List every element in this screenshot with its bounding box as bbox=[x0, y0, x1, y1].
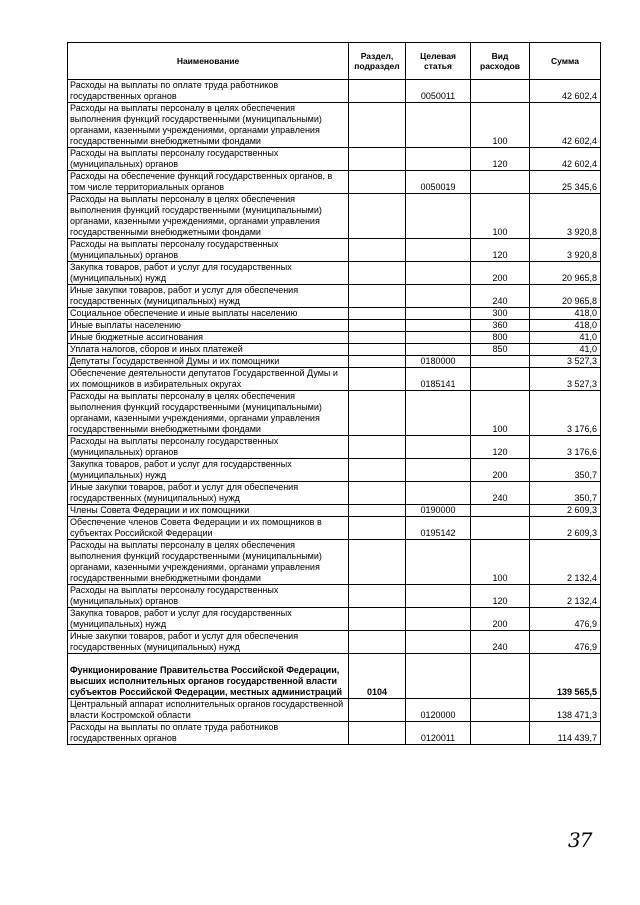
row-sum-cell: 3 176,6 bbox=[530, 391, 601, 436]
row-kind-cell bbox=[471, 356, 530, 368]
row-name-cell: Закупка товаров, работ и услуг для государственных (муниципальных) нужд bbox=[68, 459, 349, 482]
row-name-cell: Иные бюджетные ассигнования bbox=[68, 332, 349, 344]
row-section-cell bbox=[349, 391, 406, 436]
row-section-cell bbox=[349, 699, 406, 722]
row-target-cell bbox=[406, 194, 471, 239]
row-section-cell bbox=[349, 194, 406, 239]
row-target-cell: 0120000 bbox=[406, 699, 471, 722]
row-name-cell: Расходы на выплаты персоналу государственных (муниципальных) органов bbox=[68, 239, 349, 262]
page-number: 37 bbox=[568, 828, 592, 852]
row-name-cell: Обеспечение деятельности депутатов Государственной Думы и их помощников в избирательных округах bbox=[68, 368, 349, 391]
row-kind-cell: 800 bbox=[471, 332, 530, 344]
row-target-cell: 0185141 bbox=[406, 368, 471, 391]
row-name-cell: Расходы на выплаты по оплате труда работников государственных органов bbox=[68, 722, 349, 745]
table-row bbox=[68, 654, 601, 699]
row-sum-cell: 3 527,3 bbox=[530, 368, 601, 391]
row-target-cell bbox=[406, 320, 471, 332]
table-row bbox=[68, 80, 601, 103]
row-kind-cell: 240 bbox=[471, 285, 530, 308]
row-name-cell: Расходы на выплаты по оплате труда работников государственных органов bbox=[68, 80, 349, 103]
table-row bbox=[68, 194, 601, 239]
table-row bbox=[68, 517, 601, 540]
row-name-cell: Расходы на выплаты персоналу государственных (муниципальных) органов bbox=[68, 148, 349, 171]
row-target-cell: 0120011 bbox=[406, 722, 471, 745]
row-target-cell bbox=[406, 332, 471, 344]
row-section-cell bbox=[349, 631, 406, 654]
row-kind-cell bbox=[471, 505, 530, 517]
header-section: Раздел, подраздел bbox=[349, 43, 406, 80]
row-name-cell: Функционирование Правительства Российской Федерации, высших исполнительных органов государственной власти субъектов Российской Федерации, местных администраций bbox=[68, 654, 349, 699]
row-kind-cell: 200 bbox=[471, 459, 530, 482]
row-name-cell: Иные выплаты населению bbox=[68, 320, 349, 332]
row-name-cell: Расходы на обеспечение функций государственных органов, в том числе территориальных органов bbox=[68, 171, 349, 194]
row-sum-cell: 114 439,7 bbox=[530, 722, 601, 745]
row-kind-cell: 100 bbox=[471, 103, 530, 148]
row-kind-cell: 360 bbox=[471, 320, 530, 332]
row-sum-cell: 350,7 bbox=[530, 459, 601, 482]
row-kind-cell: 300 bbox=[471, 308, 530, 320]
row-section-cell bbox=[349, 285, 406, 308]
row-target-cell bbox=[406, 344, 471, 356]
row-target-cell bbox=[406, 631, 471, 654]
header-name: Наименование bbox=[68, 43, 349, 80]
row-kind-cell: 120 bbox=[471, 436, 530, 459]
row-target-cell bbox=[406, 285, 471, 308]
row-section-cell bbox=[349, 608, 406, 631]
row-name-cell: Обеспечение членов Совета Федерации и их помощников в субъектах Российской Федерации bbox=[68, 517, 349, 540]
row-section-cell bbox=[349, 356, 406, 368]
row-target-cell: 0180000 bbox=[406, 356, 471, 368]
table-row bbox=[68, 631, 601, 654]
row-kind-cell: 850 bbox=[471, 344, 530, 356]
row-kind-cell bbox=[471, 699, 530, 722]
row-name-cell: Расходы на выплаты персоналу государственных (муниципальных) органов bbox=[68, 585, 349, 608]
row-sum-cell: 20 965,8 bbox=[530, 262, 601, 285]
row-section-cell bbox=[349, 517, 406, 540]
row-kind-cell: 120 bbox=[471, 148, 530, 171]
row-target-cell bbox=[406, 482, 471, 505]
row-section-cell bbox=[349, 148, 406, 171]
row-section-cell bbox=[349, 459, 406, 482]
row-kind-cell: 240 bbox=[471, 482, 530, 505]
row-name-cell: Иные закупки товаров, работ и услуг для обеспечения государственных (муниципальных) нужд bbox=[68, 285, 349, 308]
row-name-cell: Иные закупки товаров, работ и услуг для обеспечения государственных (муниципальных) нужд bbox=[68, 631, 349, 654]
row-kind-cell bbox=[471, 654, 530, 699]
row-sum-cell: 476,9 bbox=[530, 631, 601, 654]
row-target-cell bbox=[406, 103, 471, 148]
row-kind-cell bbox=[471, 80, 530, 103]
row-target-cell bbox=[406, 239, 471, 262]
row-kind-cell bbox=[471, 368, 530, 391]
row-target-cell bbox=[406, 540, 471, 585]
budget-table bbox=[67, 42, 601, 745]
row-section-cell bbox=[349, 505, 406, 517]
row-name-cell: Расходы на выплаты персоналу в целях обеспечения выполнения функций государственными (муниципальными) органами, казенными учреждениями, органами управления государственными внебюджетными фондами bbox=[68, 391, 349, 436]
row-target-cell bbox=[406, 654, 471, 699]
row-kind-cell: 100 bbox=[471, 540, 530, 585]
row-sum-cell: 350,7 bbox=[530, 482, 601, 505]
row-target-cell: 0050019 bbox=[406, 171, 471, 194]
table-header-row bbox=[68, 43, 601, 80]
row-sum-cell: 41,0 bbox=[530, 332, 601, 344]
row-section-cell bbox=[349, 722, 406, 745]
row-target-cell bbox=[406, 459, 471, 482]
table-row bbox=[68, 608, 601, 631]
budget-table-sheet bbox=[67, 42, 600, 745]
row-sum-cell: 139 565,5 bbox=[530, 654, 601, 699]
row-name-cell: Центральный аппарат исполнительных органов государственной власти Костромской области bbox=[68, 699, 349, 722]
row-target-cell bbox=[406, 585, 471, 608]
row-name-cell: Закупка товаров, работ и услуг для государственных (муниципальных) нужд bbox=[68, 608, 349, 631]
row-section-cell bbox=[349, 171, 406, 194]
row-kind-cell: 120 bbox=[471, 239, 530, 262]
row-kind-cell bbox=[471, 722, 530, 745]
row-name-cell: Иные закупки товаров, работ и услуг для обеспечения государственных (муниципальных) нужд bbox=[68, 482, 349, 505]
row-name-cell: Члены Совета Федерации и их помощники bbox=[68, 505, 349, 517]
row-sum-cell: 42 602,4 bbox=[530, 80, 601, 103]
table-row bbox=[68, 459, 601, 482]
table-row bbox=[68, 482, 601, 505]
table-row bbox=[68, 391, 601, 436]
row-section-cell bbox=[349, 308, 406, 320]
row-section-cell bbox=[349, 103, 406, 148]
row-sum-cell: 3 920,8 bbox=[530, 239, 601, 262]
row-name-cell: Социальное обеспечение и иные выплаты населению bbox=[68, 308, 349, 320]
header-kind: Вид расходов bbox=[471, 43, 530, 80]
row-kind-cell: 240 bbox=[471, 631, 530, 654]
row-section-cell bbox=[349, 239, 406, 262]
row-sum-cell: 41,0 bbox=[530, 344, 601, 356]
row-section-cell bbox=[349, 262, 406, 285]
row-section-cell bbox=[349, 80, 406, 103]
row-target-cell bbox=[406, 308, 471, 320]
row-kind-cell: 200 bbox=[471, 262, 530, 285]
table-row bbox=[68, 344, 601, 356]
row-sum-cell: 20 965,8 bbox=[530, 285, 601, 308]
row-target-cell bbox=[406, 608, 471, 631]
table-row bbox=[68, 436, 601, 459]
row-name-cell: Расходы на выплаты персоналу в целях обеспечения выполнения функций государственными (муниципальными) органами, казенными учреждениями, органами управления государственными внебюджетными фондами bbox=[68, 540, 349, 585]
row-section-cell bbox=[349, 482, 406, 505]
table-row bbox=[68, 505, 601, 517]
table-row bbox=[68, 320, 601, 332]
table-row bbox=[68, 585, 601, 608]
table-row bbox=[68, 356, 601, 368]
row-kind-cell bbox=[471, 517, 530, 540]
row-sum-cell: 2 132,4 bbox=[530, 540, 601, 585]
row-name-cell: Расходы на выплаты персоналу государственных (муниципальных) органов bbox=[68, 436, 349, 459]
table-row bbox=[68, 171, 601, 194]
table-row bbox=[68, 285, 601, 308]
row-section-cell bbox=[349, 320, 406, 332]
row-kind-cell bbox=[471, 171, 530, 194]
row-target-cell bbox=[406, 391, 471, 436]
row-sum-cell: 42 602,4 bbox=[530, 148, 601, 171]
row-section-cell bbox=[349, 344, 406, 356]
table-row bbox=[68, 332, 601, 344]
row-name-cell: Уплата налогов, сборов и иных платежей bbox=[68, 344, 349, 356]
row-kind-cell: 100 bbox=[471, 391, 530, 436]
row-sum-cell: 42 602,4 bbox=[530, 103, 601, 148]
table-row bbox=[68, 540, 601, 585]
row-name-cell: Расходы на выплаты персоналу в целях обеспечения выполнения функций государственными (муниципальными) органами, казенными учреждениями, органами управления государственными внебюджетными фондами bbox=[68, 194, 349, 239]
table-row bbox=[68, 239, 601, 262]
row-sum-cell: 2 609,3 bbox=[530, 505, 601, 517]
row-sum-cell: 3 527,3 bbox=[530, 356, 601, 368]
row-section-cell bbox=[349, 540, 406, 585]
table-row bbox=[68, 148, 601, 171]
row-target-cell bbox=[406, 262, 471, 285]
row-sum-cell: 418,0 bbox=[530, 308, 601, 320]
row-sum-cell: 3 920,8 bbox=[530, 194, 601, 239]
row-kind-cell: 200 bbox=[471, 608, 530, 631]
row-section-cell bbox=[349, 585, 406, 608]
table-row bbox=[68, 308, 601, 320]
row-target-cell: 0195142 bbox=[406, 517, 471, 540]
row-section-cell bbox=[349, 368, 406, 391]
table-row bbox=[68, 103, 601, 148]
row-name-cell: Депутаты Государственной Думы и их помощники bbox=[68, 356, 349, 368]
row-sum-cell: 2 132,4 bbox=[530, 585, 601, 608]
row-target-cell: 0050011 bbox=[406, 80, 471, 103]
table-row bbox=[68, 368, 601, 391]
row-name-cell: Закупка товаров, работ и услуг для государственных (муниципальных) нужд bbox=[68, 262, 349, 285]
row-name-cell: Расходы на выплаты персоналу в целях обеспечения выполнения функций государственными (муниципальными) органами, казенными учреждениями, органами управления государственными внебюджетными фондами bbox=[68, 103, 349, 148]
header-sum: Сумма bbox=[530, 43, 601, 80]
row-kind-cell: 120 bbox=[471, 585, 530, 608]
row-section-cell bbox=[349, 436, 406, 459]
row-target-cell: 0190000 bbox=[406, 505, 471, 517]
row-kind-cell: 100 bbox=[471, 194, 530, 239]
row-target-cell bbox=[406, 436, 471, 459]
table-row bbox=[68, 262, 601, 285]
row-sum-cell: 3 176,6 bbox=[530, 436, 601, 459]
table-row bbox=[68, 699, 601, 722]
table-row bbox=[68, 722, 601, 745]
row-section-cell bbox=[349, 332, 406, 344]
header-target: Целевая статья bbox=[406, 43, 471, 80]
row-section-cell: 0104 bbox=[349, 654, 406, 699]
row-sum-cell: 2 609,3 bbox=[530, 517, 601, 540]
row-target-cell bbox=[406, 148, 471, 171]
row-sum-cell: 138 471,3 bbox=[530, 699, 601, 722]
row-sum-cell: 476,9 bbox=[530, 608, 601, 631]
table-body bbox=[68, 80, 601, 745]
row-sum-cell: 418,0 bbox=[530, 320, 601, 332]
row-sum-cell: 25 345,6 bbox=[530, 171, 601, 194]
